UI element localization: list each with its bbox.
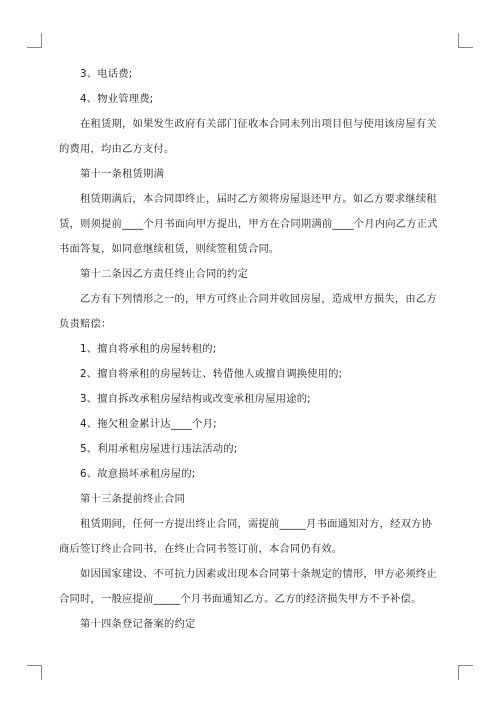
list-item-5: 5、利用承租房屋进行违法活动的; — [80, 443, 238, 455]
list-item-4: 4、拖欠租金累计达____个月; — [80, 418, 217, 430]
paragraph-lease-expiry: 租赁期满后，本合同即终止，届时乙方须将房屋退还甲方。如乙方要求继续租赁，则须提前____个月书面向甲方提出，甲方在合同期满前____个月内向乙方正式书面答复，如同意继续租赁，则续签租赁合同。 — [59, 193, 438, 255]
list-item-2: 2、擅自将承租的房屋转让、转借他人或擅自调换使用的; — [80, 368, 343, 380]
crop-mark-top-left — [27, 33, 42, 48]
paragraph-termination-conditions: 乙方有下列情形之一的，甲方可终止合同并收回房屋，造成甲方损失，由乙方负责赔偿： — [59, 293, 437, 330]
paragraph-fees-clause: 在租赁期，如果发生政府有关部门征收本合同未列出项目但与使用该房屋有关的费用，均由乙方支付。 — [59, 118, 437, 155]
crop-mark-bottom-left — [27, 665, 42, 680]
paragraph-item-3: 3、电话费; — [80, 68, 133, 80]
crop-mark-bottom-right — [458, 665, 473, 680]
heading-article-12: 第十二条因乙方责任终止合同的约定 — [80, 268, 248, 280]
heading-article-13: 第十三条提前终止合同 — [80, 493, 185, 505]
list-item-1: 1、擅自将承租的房屋转租的; — [80, 343, 217, 355]
list-item-6: 6、故意损坏承租房屋的; — [80, 468, 196, 480]
crop-mark-top-right — [458, 33, 473, 48]
heading-article-11: 第十一条租赁期满 — [80, 168, 164, 180]
document-body — [59, 62, 441, 637]
paragraph-early-termination: 租赁期间，任何一方提出终止合同，需提前_____月书面通知对方，经双方协商后签订终止合同书，在终止合同书签订前，本合同仍有效。 — [59, 518, 433, 555]
list-item-3: 3、擅自拆改承租房屋结构或改变承租房屋用途的; — [80, 393, 311, 405]
heading-article-14: 第十四条登记备案的约定 — [80, 618, 196, 630]
paragraph-item-4: 4、物业管理费; — [80, 93, 154, 105]
paragraph-force-majeure: 如因国家建设、不可抗力因素或出现本合同第十条规定的情形，甲方必须终止合同时，一般应提前_____个月书面通知乙方。乙方的经济损失甲方不予补偿。 — [59, 568, 437, 605]
